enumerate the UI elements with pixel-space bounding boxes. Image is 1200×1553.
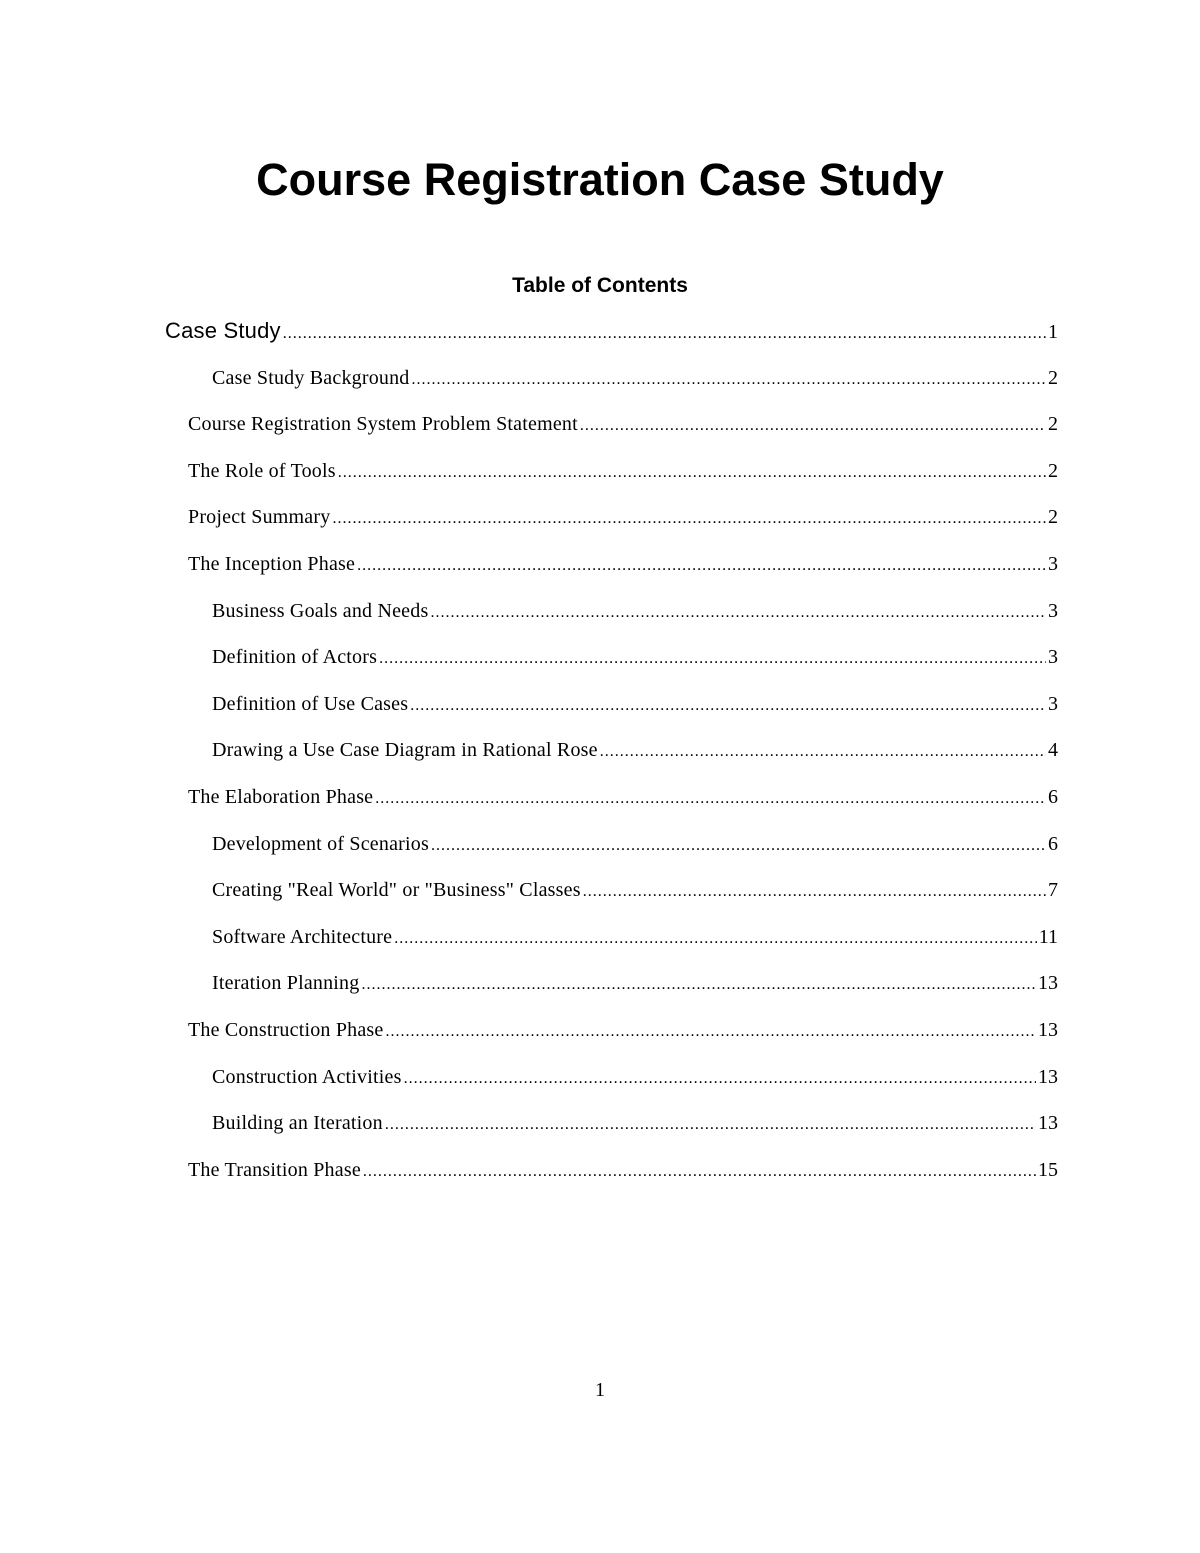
toc-entry-page-number: 6 bbox=[1048, 832, 1058, 855]
toc-entry-page-number: 3 bbox=[1048, 692, 1058, 715]
toc-entry[interactable] bbox=[212, 829, 1058, 859]
toc-entry[interactable] bbox=[188, 549, 1058, 579]
toc-entry[interactable] bbox=[212, 1062, 1058, 1092]
toc-entry-page-number: 15 bbox=[1038, 1158, 1058, 1181]
toc-entry-page-number: 3 bbox=[1048, 599, 1058, 622]
toc-dot-leader bbox=[385, 1110, 1036, 1138]
toc-entry-label: The Transition Phase bbox=[188, 1158, 361, 1181]
toc-entry-page-number: 6 bbox=[1048, 786, 1058, 808]
toc-entry-label: Case Study bbox=[165, 318, 281, 343]
toc-entry[interactable] bbox=[165, 316, 1058, 346]
toc-entry-label: Business Goals and Needs bbox=[212, 599, 429, 622]
toc-entry[interactable] bbox=[188, 456, 1058, 486]
toc-entry-label: The Role of Tools bbox=[188, 459, 336, 482]
toc-entry-page-number: 13 bbox=[1038, 1112, 1058, 1135]
toc-dot-leader bbox=[332, 504, 1046, 532]
toc-entry-page-number: 13 bbox=[1038, 972, 1058, 995]
toc-entry-page-number: 7 bbox=[1048, 879, 1058, 902]
page-number: 1 bbox=[595, 1379, 605, 1401]
toc-heading: Table of Contents bbox=[512, 274, 688, 297]
toc-entry-page-number: 4 bbox=[1048, 739, 1058, 762]
toc-entry[interactable] bbox=[212, 1108, 1058, 1138]
toc-entry[interactable] bbox=[212, 922, 1058, 952]
toc-entry-page-number: 2 bbox=[1048, 506, 1058, 529]
toc-entry[interactable] bbox=[212, 875, 1058, 905]
toc-dot-leader bbox=[431, 831, 1046, 859]
toc-entry-page-number: 2 bbox=[1048, 366, 1058, 389]
toc-dot-leader bbox=[375, 784, 1046, 812]
document-title: Course Registration Case Study bbox=[256, 154, 944, 205]
toc-entry[interactable] bbox=[188, 409, 1058, 439]
toc-dot-leader bbox=[600, 737, 1046, 765]
toc-dot-leader bbox=[283, 319, 1046, 346]
toc-entry-label: Course Registration System Problem Statement bbox=[188, 413, 578, 436]
toc-dot-leader bbox=[410, 691, 1046, 719]
toc-dot-leader bbox=[361, 970, 1036, 998]
toc-dot-leader bbox=[404, 1064, 1036, 1092]
toc-entry-page-number: 3 bbox=[1048, 646, 1058, 669]
toc-entry[interactable] bbox=[212, 596, 1058, 626]
toc-dot-leader bbox=[394, 924, 1036, 952]
toc-entry-label: Definition of Actors bbox=[212, 646, 378, 669]
toc-entry-page-number: 13 bbox=[1038, 1065, 1058, 1088]
toc-entry[interactable] bbox=[188, 1155, 1058, 1185]
toc-entry-label: The Elaboration Phase bbox=[188, 786, 374, 808]
toc-entry-label: Building an Iteration bbox=[212, 1112, 383, 1135]
toc-entry[interactable] bbox=[212, 735, 1058, 765]
toc-entry-page-number: 11 bbox=[1038, 925, 1058, 948]
toc-entry-label: The Inception Phase bbox=[188, 553, 356, 575]
toc-entry-page-number: 3 bbox=[1048, 553, 1058, 575]
toc-entry-page-number: 2 bbox=[1048, 413, 1058, 436]
toc-entry[interactable] bbox=[212, 642, 1058, 672]
toc-entry-label: Construction Activities bbox=[212, 1065, 402, 1088]
toc-dot-leader bbox=[379, 644, 1046, 672]
toc-entry-label: The Construction Phase bbox=[188, 1019, 384, 1041]
toc-entry[interactable] bbox=[188, 782, 1058, 812]
toc-dot-leader bbox=[363, 1157, 1036, 1185]
toc-dot-leader bbox=[338, 458, 1046, 486]
toc-entry[interactable] bbox=[212, 363, 1058, 393]
toc-entry-label: Definition of Use Cases bbox=[212, 692, 409, 715]
toc-dot-leader bbox=[583, 877, 1046, 905]
toc-dot-leader bbox=[357, 551, 1046, 579]
toc-entry-label: Development of Scenarios bbox=[212, 832, 429, 855]
toc-entry-label: Drawing a Use Case Diagram in Rational Rose bbox=[212, 739, 598, 762]
toc-entry-label: Project Summary bbox=[188, 506, 331, 529]
toc-entry-label: Case Study Background bbox=[212, 366, 410, 389]
toc-entry-page-number: 1 bbox=[1048, 321, 1058, 343]
toc-entry-page-number: 13 bbox=[1038, 1019, 1058, 1041]
toc-dot-leader bbox=[580, 411, 1046, 439]
toc-entry[interactable] bbox=[188, 1015, 1058, 1045]
toc-dot-leader bbox=[430, 598, 1046, 626]
toc-entry[interactable] bbox=[212, 968, 1058, 998]
toc-entry[interactable] bbox=[188, 502, 1058, 532]
toc-entry-label: Software Architecture bbox=[212, 925, 393, 948]
toc-entry[interactable] bbox=[212, 689, 1058, 719]
toc-dot-leader bbox=[412, 365, 1046, 393]
toc-entry-label: Creating "Real World" or "Business" Classes bbox=[212, 879, 581, 902]
toc-entry-label: Iteration Planning bbox=[212, 972, 360, 995]
toc-dot-leader bbox=[385, 1017, 1036, 1045]
toc-entry-page-number: 2 bbox=[1048, 459, 1058, 482]
